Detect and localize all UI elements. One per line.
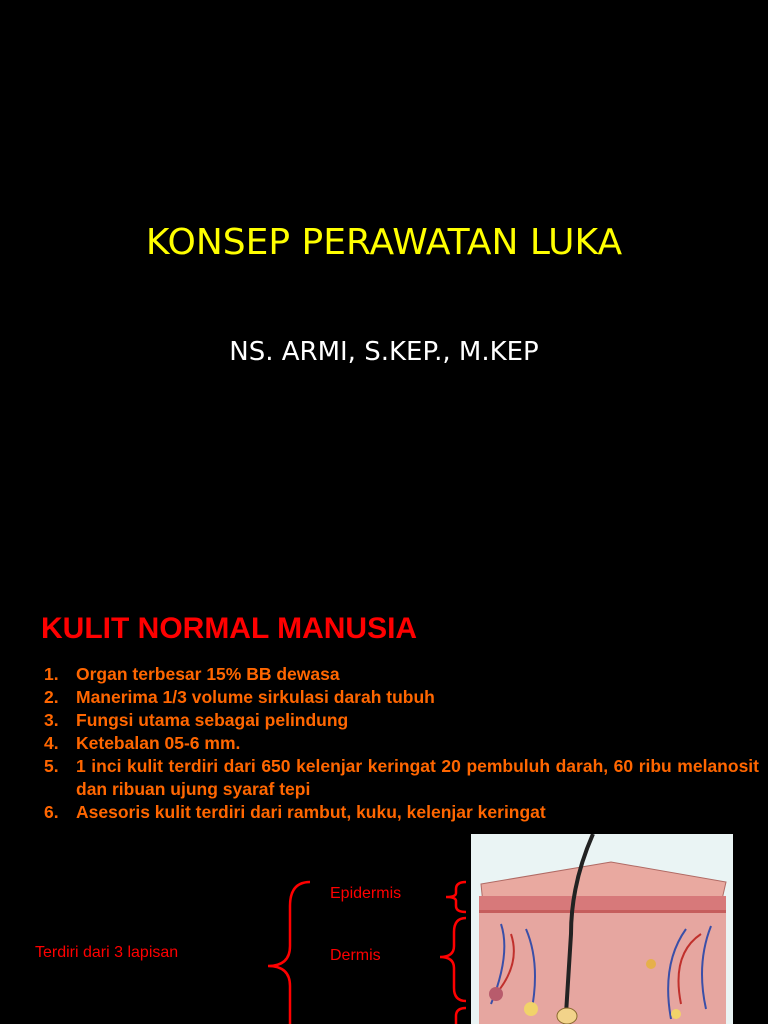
- list-number: 6.: [44, 802, 59, 822]
- skin-illustration: [471, 834, 733, 1024]
- slide-heading: KULIT NORMAL MANUSIA: [41, 612, 418, 645]
- dermis-brace: [440, 918, 466, 1001]
- list-number: 5.: [44, 756, 59, 776]
- list-text: Manerima 1/3 volume sirkulasi darah tubuh: [76, 687, 435, 707]
- list-number: 1.: [44, 664, 59, 684]
- layer-dermis-label: Dermis: [330, 947, 381, 964]
- slide-subtitle: NS. ARMI, S.KEP., M.KEP: [229, 337, 539, 367]
- list-text: Ketebalan 05-6 mm.: [76, 733, 241, 753]
- list-text: Asesoris kulit terdiri dari rambut, kuku, kelenjar keringat: [76, 802, 546, 822]
- list-text: Fungsi utama sebagai pelindung: [76, 710, 349, 730]
- large-brace: [268, 882, 310, 1024]
- skin-layers-drawing: [471, 834, 733, 1024]
- slide-title: KONSEP PERAWATAN LUKA: [145, 222, 623, 263]
- epidermis-brace: [446, 882, 466, 912]
- list-text: Organ terbesar 15% BB dewasa: [76, 664, 340, 684]
- layers-label: Terdiri dari 3 lapisan: [35, 944, 179, 961]
- list-number: 3.: [44, 710, 59, 730]
- hypodermis-brace: [456, 1008, 466, 1024]
- layer-epidermis-label: Epidermis: [330, 885, 402, 902]
- list-text: 1 inci kulit terdiri dari 650 kelenjar keringat 20 pembuluh darah, 60 ribu melanosit dan ribuan ujung syaraf tepi: [76, 756, 759, 799]
- list-number: 2.: [44, 687, 59, 707]
- list-number: 4.: [44, 733, 59, 753]
- skin-slide: [0, 576, 768, 1024]
